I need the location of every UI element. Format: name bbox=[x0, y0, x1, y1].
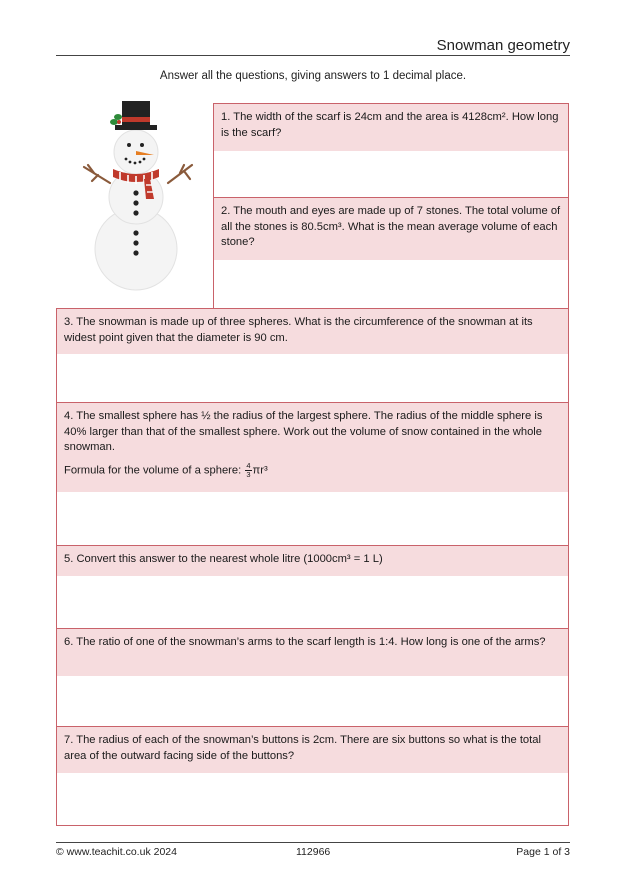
question-5-text: 5. Convert this answer to the nearest whole litre (1000cm³ = 1 L) bbox=[57, 546, 568, 576]
fraction-four-thirds: $\frac{4}{3}$ bbox=[246, 460, 251, 479]
question-6 bbox=[56, 628, 569, 727]
question-2 bbox=[213, 197, 569, 309]
page-title: Snowman geometry bbox=[436, 37, 570, 54]
snowman-icon bbox=[80, 95, 200, 295]
question-1 bbox=[213, 103, 569, 198]
question-7 bbox=[56, 726, 569, 826]
instructions: Answer all the questions, giving answers to 1 decimal place. bbox=[159, 70, 467, 82]
question-6-text: 6. The ratio of one of the snowman’s arms to the scarf length is 1:4. How long is one of the arms? bbox=[57, 629, 568, 676]
question-4-text: 4. The smallest sphere has ½ the radius of the largest sphere. The radius of the middle sphere is 40% larger than that of the smallest sphere. Work out the volume of snow contained in the whole snowman. Formula for the volume of a sphere: $\frac{4}{3}$ πr³ bbox=[57, 403, 568, 492]
question-7-text: 7. The radius of each of the snowman’s buttons is 2cm. There are six buttons so what is the total area of the outward facing side of the buttons? bbox=[57, 727, 568, 773]
question-4 bbox=[56, 402, 569, 546]
worksheet-bottom-border bbox=[56, 825, 569, 826]
question-5 bbox=[56, 545, 569, 629]
question-2-text: 2. The mouth and eyes are made up of 7 stones. The total volume of all the stones is 80.5cm³. What is the mean average volume of each stone? bbox=[214, 198, 568, 260]
answer-space-7[interactable] bbox=[57, 773, 568, 826]
footer-copyright: © www.teachit.co.uk 2024 bbox=[56, 846, 177, 858]
answer-space-5[interactable] bbox=[57, 576, 568, 629]
footer-rule bbox=[56, 842, 570, 843]
answer-space-3[interactable] bbox=[57, 354, 568, 403]
footer-page-number: Page 1 of 3 bbox=[516, 846, 570, 858]
question-3-text: 3. The snowman is made up of three spheres. What is the circumference of the snowman at its widest point given that the diameter is 90 cm. bbox=[57, 309, 568, 354]
question-1-text: 1. The width of the scarf is 24cm and the area is 4128cm². How long is the scarf? bbox=[214, 104, 568, 151]
answer-space-2[interactable] bbox=[214, 260, 568, 309]
question-3 bbox=[56, 308, 569, 403]
answer-space-6[interactable] bbox=[57, 676, 568, 727]
answer-space-1[interactable] bbox=[214, 151, 568, 198]
sphere-volume-formula: Formula for the volume of a sphere: $\frac{4}{3}$ πr³ bbox=[64, 460, 268, 479]
header-rule bbox=[56, 55, 570, 56]
answer-space-4[interactable] bbox=[57, 492, 568, 546]
footer-code: 112966 bbox=[296, 846, 331, 858]
